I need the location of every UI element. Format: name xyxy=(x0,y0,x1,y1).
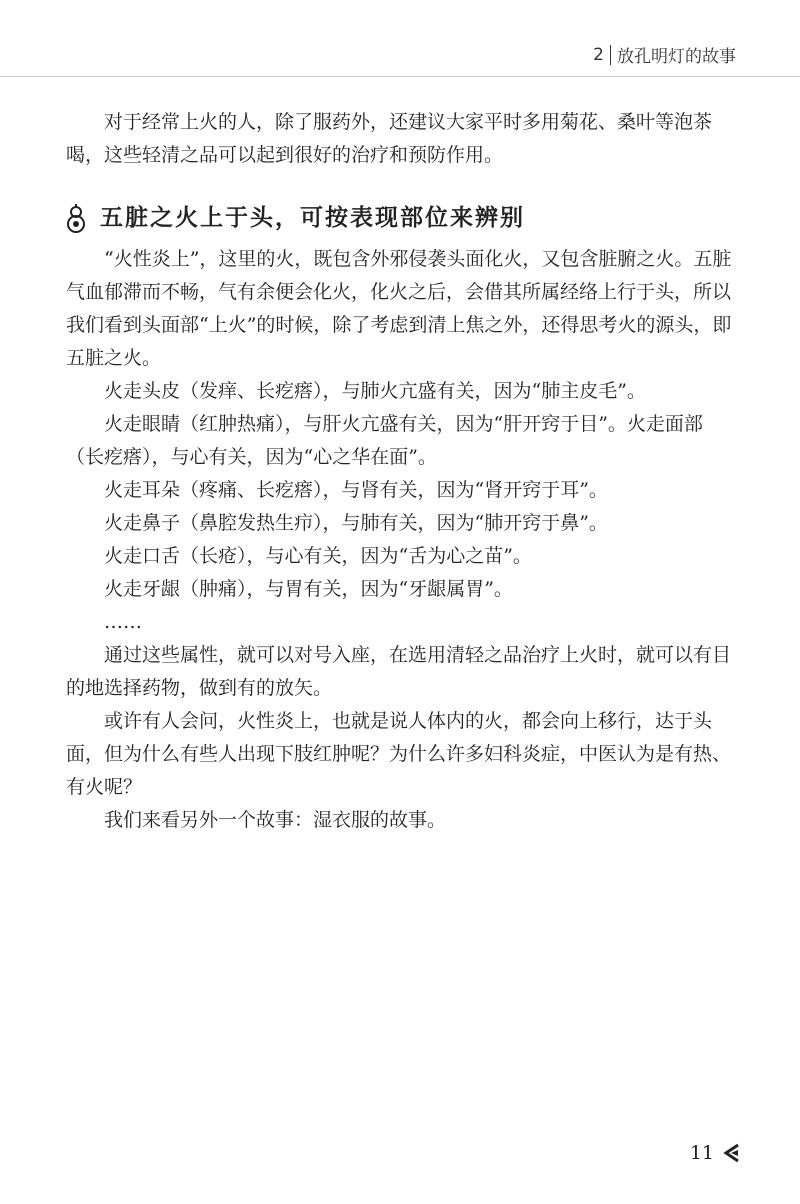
header-rule xyxy=(0,76,800,77)
body-paragraph: 火走头皮（发痒、长疙瘩），与肺火亢盛有关，因为“肺主皮毛”。 xyxy=(104,380,646,402)
page-footer xyxy=(690,1142,742,1164)
chapter-number: 2 xyxy=(593,44,604,65)
body-paragraph: 火走眼睛（红肿热痛），与肝火亢盛有关，因为“肝开窍于目”。火走面部（长疙瘩），与心有关，因为“心之华在面”。 xyxy=(66,413,703,468)
body-paragraph: 或许有人会问，火性炎上，也就是说人体内的火，都会向上移行，达于头面，但为什么有些人出现下肢红肿呢？为什么许多妇科炎症，中医认为是有热、有火呢？ xyxy=(66,710,732,798)
page-corner-ornament-icon xyxy=(722,1143,742,1163)
body-paragraph: 火走耳朵（疼痛、长疙瘩），与肾有关，因为“肾开窍于耳”。 xyxy=(104,479,608,501)
body-paragraph: 火走口舌（长疮），与心有关，因为“舌为心之苗”。 xyxy=(104,545,532,567)
intro-paragraph: 对于经常上火的人，除了服药外，还建议大家平时多用菊花、桑叶等泡茶喝，这些轻清之品可以起到很好的治疗和预防作用。 xyxy=(66,111,713,166)
body-paragraph: …… xyxy=(104,611,142,633)
body-paragraph: 通过这些属性，就可以对号入座，在选用清轻之品治疗上火时，就可以有目的地选择药物，做到有的放矢。 xyxy=(66,644,732,699)
header-divider xyxy=(610,45,611,65)
page-body xyxy=(66,106,736,837)
body-paragraph: 火走牙龈（肿痛），与胃有关，因为“牙龈属胃”。 xyxy=(104,578,513,600)
gourd-icon xyxy=(66,204,86,234)
body-paragraph: “火性炎上”，这里的火，既包含外邪侵袭头面化火，又包含脏腑之火。五脏气血郁滞而不畅，气有余便会化火，化火之后，会借其所属经络上行于头，所以我们看到头面部“上火”的时候，除了考虑到清上焦之外，还得思考火的源头，即五脏之火。 xyxy=(66,248,732,369)
section-title: 五脏之火上于头，可按表现部位来辨别 xyxy=(100,205,525,231)
body-paragraph: 火走鼻子（鼻腔发热生疖），与肺有关，因为“肺开窍于鼻”。 xyxy=(104,512,608,534)
section-paragraphs xyxy=(66,243,736,837)
page-number: 11 xyxy=(689,1142,714,1164)
body-paragraph: 我们来看另外一个故事：湿衣服的故事。 xyxy=(104,809,447,831)
running-header xyxy=(593,42,736,67)
chapter-title: 放孔明灯的故事 xyxy=(617,47,736,67)
section-heading xyxy=(66,202,736,235)
